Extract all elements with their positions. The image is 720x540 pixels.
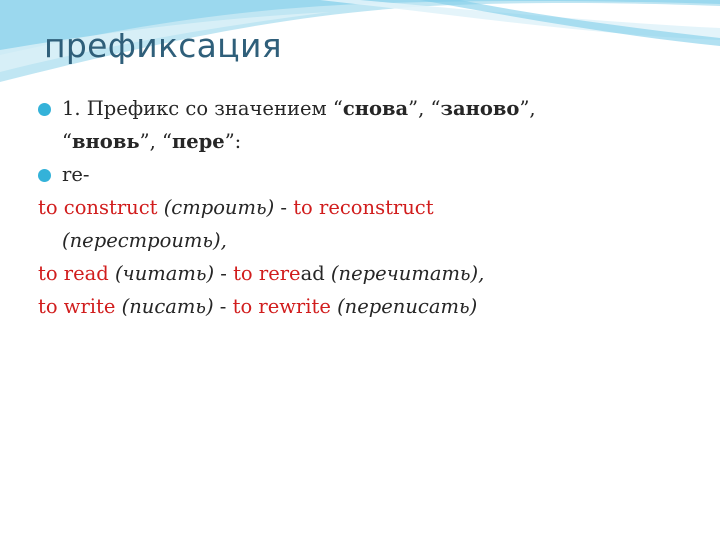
bullet1-text-part1: 1. Префикс со значением “ [62,97,343,120]
bullet-circle-icon [38,103,51,116]
example-base: to read [38,262,109,285]
word-vnov: вновь [71,130,140,153]
bullet-item-meaning-continuation [26,125,686,158]
example-base-translation: (писать) [121,295,214,318]
example-base: to write [38,295,116,318]
example-dash: - [213,295,233,318]
example-base-translation: (строить) [163,196,275,219]
slide-title: префиксация [44,26,282,65]
word-zanovo: заново [440,97,520,120]
example-derived: to reconstruct [293,196,434,219]
word-pere: пере [171,130,225,153]
bullet-circle-icon [38,169,51,182]
example-derived: to rewrite [232,295,331,318]
slide-content [26,92,686,323]
example-derived-translation: (перечитать), [330,262,485,285]
example-dash: - [274,196,294,219]
bullet1-text-part3: ”, [519,97,536,120]
example-base-translation: (читать) [114,262,215,285]
word-snova: снова [342,97,409,120]
example-derived: to rere [233,262,301,285]
example-row-read [26,257,686,290]
bullet1-text-part6: ”: [224,130,242,153]
example-base: to construct [38,196,158,219]
bullet-item-prefix [26,158,686,191]
example-row-write [26,290,686,323]
example-derived-translation: (перестроить), [62,229,227,252]
example-row-construct [26,191,686,224]
example-row-construct-continuation [26,224,686,257]
example-dash: - [214,262,234,285]
bullet1-text-part4: “ [62,130,72,153]
bullet-item-meaning [26,92,686,125]
prefix-re: re- [62,163,90,186]
example-derived-suffix: ad [300,262,325,285]
bullet1-text-part5: ”, “ [139,130,172,153]
example-derived-translation: (переписать) [337,295,478,318]
bullet1-text-part2: ”, “ [408,97,441,120]
